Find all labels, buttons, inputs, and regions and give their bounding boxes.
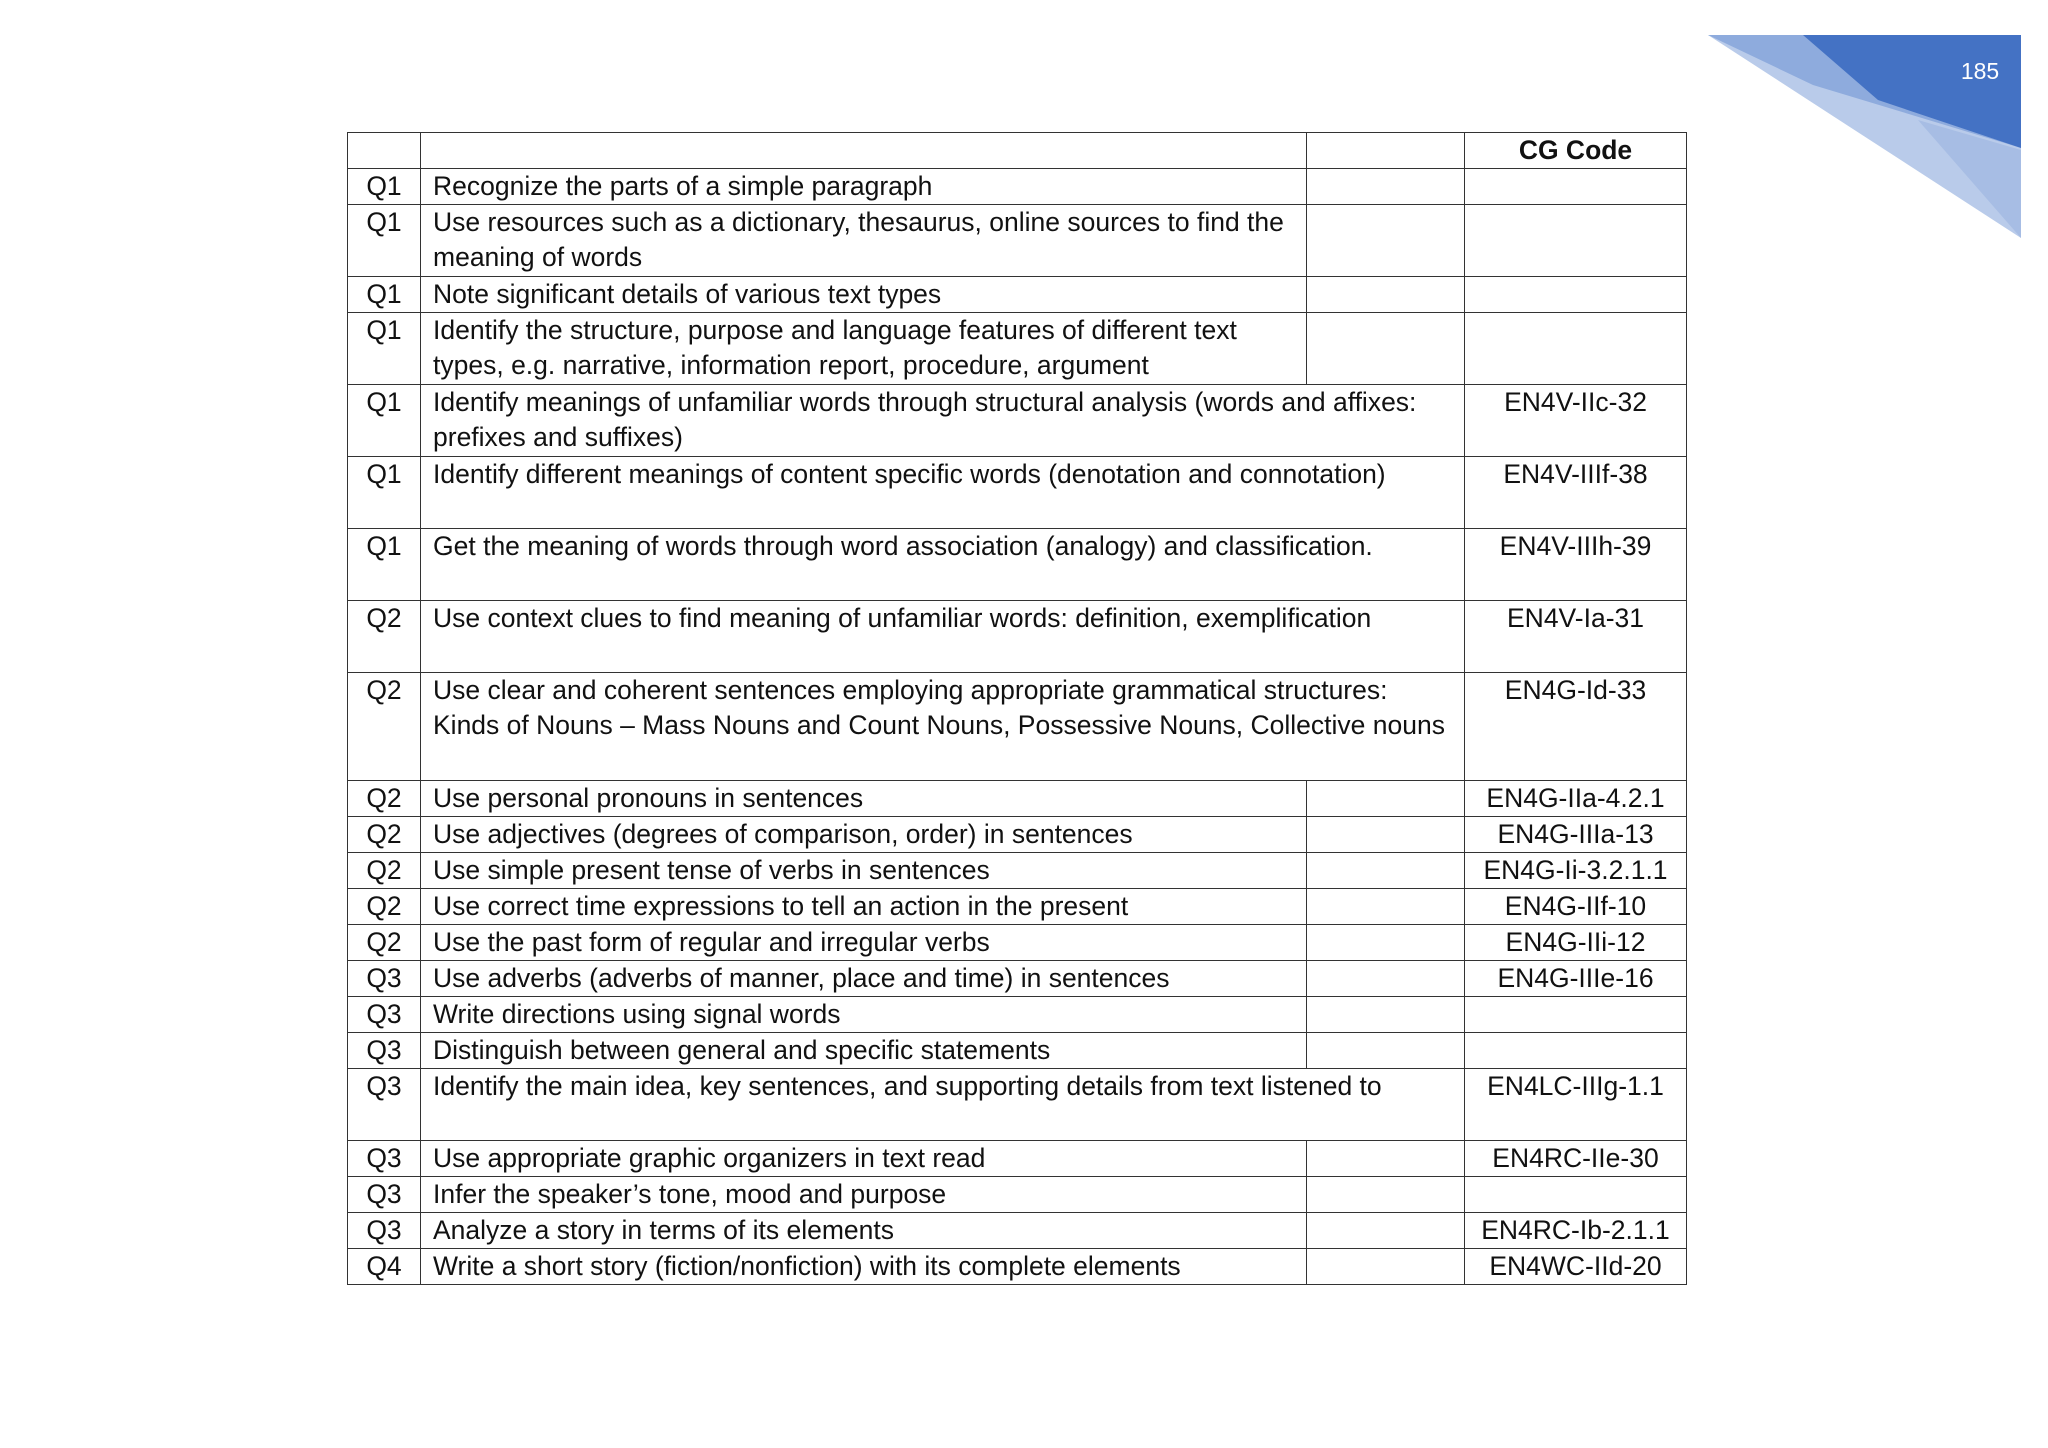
- quarter-cell: Q1: [348, 169, 421, 205]
- table-row: [348, 1069, 1687, 1141]
- quarter-cell: Q3: [348, 1141, 421, 1177]
- quarter-cell: Q2: [348, 925, 421, 961]
- table-row: [348, 1213, 1687, 1249]
- cg-code-cell: [1465, 1033, 1687, 1069]
- cg-code-cell: EN4G-Id-33: [1465, 673, 1687, 781]
- table-row: [348, 457, 1687, 529]
- competency-cell: Recognize the parts of a simple paragraph: [421, 169, 1307, 205]
- quarter-cell: Q3: [348, 1033, 421, 1069]
- quarter-cell: Q2: [348, 673, 421, 781]
- blank-cell: [1307, 781, 1465, 817]
- quarter-cell: Q4: [348, 1249, 421, 1285]
- competency-cell: Write directions using signal words: [421, 997, 1307, 1033]
- blank-cell: [1307, 817, 1465, 853]
- table-row: [348, 1141, 1687, 1177]
- competency-cell: Use resources such as a dictionary, thesaurus, online sources to find the meaning of words: [421, 205, 1307, 277]
- table-row: [348, 529, 1687, 601]
- page-number: 185: [1960, 58, 2000, 84]
- table-row: [348, 1177, 1687, 1213]
- competency-cell: Use correct time expressions to tell an action in the present: [421, 889, 1307, 925]
- quarter-cell: Q3: [348, 1069, 421, 1141]
- blank-cell: [1307, 1141, 1465, 1177]
- quarter-cell: Q2: [348, 781, 421, 817]
- cg-code-cell: [1465, 1177, 1687, 1213]
- cg-code-cell: EN4WC-IId-20: [1465, 1249, 1687, 1285]
- quarter-cell: Q2: [348, 889, 421, 925]
- competency-table: [347, 132, 1687, 1285]
- competency-cell: Identify the structure, purpose and language features of different text types, e.g. narrative, information report, procedure, argument: [421, 313, 1307, 385]
- table-row: [348, 781, 1687, 817]
- cg-code-cell: EN4V-Ia-31: [1465, 601, 1687, 673]
- competency-cell: Identify meanings of unfamiliar words through structural analysis (words and affixes: prefixes and suffixes): [421, 385, 1465, 457]
- blank-cell: [1307, 997, 1465, 1033]
- quarter-cell: Q3: [348, 961, 421, 997]
- cg-code-cell: [1465, 313, 1687, 385]
- quarter-cell: Q2: [348, 817, 421, 853]
- quarter-cell: Q1: [348, 313, 421, 385]
- table-row: [348, 601, 1687, 673]
- cg-code-cell: EN4V-IIIf-38: [1465, 457, 1687, 529]
- table-row: [348, 997, 1687, 1033]
- cg-code-cell: EN4G-IIIa-13: [1465, 817, 1687, 853]
- competency-cell: Use context clues to find meaning of unfamiliar words: definition, exemplification: [421, 601, 1465, 673]
- table-row: [348, 925, 1687, 961]
- cg-code-cell: EN4G-IIi-12: [1465, 925, 1687, 961]
- table-row: [348, 169, 1687, 205]
- competency-cell: Use adverbs (adverbs of manner, place and time) in sentences: [421, 961, 1307, 997]
- table-row: [348, 1033, 1687, 1069]
- competency-cell: Distinguish between general and specific statements: [421, 1033, 1307, 1069]
- blank-cell: [1307, 205, 1465, 277]
- cg-code-cell: EN4V-IIIh-39: [1465, 529, 1687, 601]
- cg-code-cell: EN4G-IIIe-16: [1465, 961, 1687, 997]
- competency-cell: Use the past form of regular and irregular verbs: [421, 925, 1307, 961]
- table-row: [348, 1249, 1687, 1285]
- competency-cell: Get the meaning of words through word association (analogy) and classification.: [421, 529, 1465, 601]
- quarter-cell: Q2: [348, 601, 421, 673]
- cg-code-cell: EN4V-IIc-32: [1465, 385, 1687, 457]
- quarter-cell: Q3: [348, 1213, 421, 1249]
- blank-cell: [1307, 1249, 1465, 1285]
- table-row: [348, 205, 1687, 277]
- blank-cell: [1307, 853, 1465, 889]
- table-row: [348, 277, 1687, 313]
- competency-cell: Write a short story (fiction/nonfiction) with its complete elements: [421, 1249, 1307, 1285]
- competency-cell: Use simple present tense of verbs in sentences: [421, 853, 1307, 889]
- competency-cell: Infer the speaker’s tone, mood and purpose: [421, 1177, 1307, 1213]
- cg-code-cell: EN4G-Ii-3.2.1.1: [1465, 853, 1687, 889]
- blank-cell: [1307, 925, 1465, 961]
- quarter-cell: Q1: [348, 205, 421, 277]
- table-row: [348, 385, 1687, 457]
- quarter-cell: Q1: [348, 385, 421, 457]
- cg-code-cell: EN4G-IIa-4.2.1: [1465, 781, 1687, 817]
- competency-cell: Note significant details of various text types: [421, 277, 1307, 313]
- table-row: [348, 313, 1687, 385]
- table-row: [348, 853, 1687, 889]
- quarter-cell: Q2: [348, 853, 421, 889]
- blank-cell: [1307, 961, 1465, 997]
- cg-code-cell: [1465, 277, 1687, 313]
- competency-cell: Use personal pronouns in sentences: [421, 781, 1307, 817]
- corner-decoration: [1708, 0, 2048, 260]
- cg-code-cell: EN4LC-IIIg-1.1: [1465, 1069, 1687, 1141]
- cg-code-cell: [1465, 997, 1687, 1033]
- quarter-cell: Q1: [348, 529, 421, 601]
- competency-cell: Use appropriate graphic organizers in text read: [421, 1141, 1307, 1177]
- blank-cell: [1307, 889, 1465, 925]
- cg-code-cell: [1465, 169, 1687, 205]
- quarter-cell: Q1: [348, 277, 421, 313]
- table-header-row: [348, 133, 1687, 169]
- cg-code-cell: EN4RC-Ib-2.1.1: [1465, 1213, 1687, 1249]
- header-description: [421, 133, 1307, 169]
- quarter-cell: Q1: [348, 457, 421, 529]
- blank-cell: [1307, 277, 1465, 313]
- blank-cell: [1307, 1177, 1465, 1213]
- quarter-cell: Q3: [348, 997, 421, 1033]
- table-row: [348, 889, 1687, 925]
- blank-cell: [1307, 1213, 1465, 1249]
- cg-code-cell: [1465, 205, 1687, 277]
- competency-cell: Use clear and coherent sentences employing appropriate grammatical structures: Kinds of Nouns – Mass Nouns and Count Nouns, Possessive Nouns, Collective nouns: [421, 673, 1465, 781]
- table-row: [348, 961, 1687, 997]
- blank-cell: [1307, 313, 1465, 385]
- competency-cell: Identify different meanings of content specific words (denotation and connotation): [421, 457, 1465, 529]
- table-row: [348, 817, 1687, 853]
- table-row: [348, 673, 1687, 781]
- header-blank: [1307, 133, 1465, 169]
- competency-cell: Identify the main idea, key sentences, and supporting details from text listened to: [421, 1069, 1465, 1141]
- competency-cell: Use adjectives (degrees of comparison, order) in sentences: [421, 817, 1307, 853]
- header-quarter: [348, 133, 421, 169]
- blank-cell: [1307, 169, 1465, 205]
- quarter-cell: Q3: [348, 1177, 421, 1213]
- cg-code-cell: EN4RC-IIe-30: [1465, 1141, 1687, 1177]
- cg-code-cell: EN4G-IIf-10: [1465, 889, 1687, 925]
- header-cg-code: CG Code: [1465, 133, 1687, 169]
- competency-cell: Analyze a story in terms of its elements: [421, 1213, 1307, 1249]
- blank-cell: [1307, 1033, 1465, 1069]
